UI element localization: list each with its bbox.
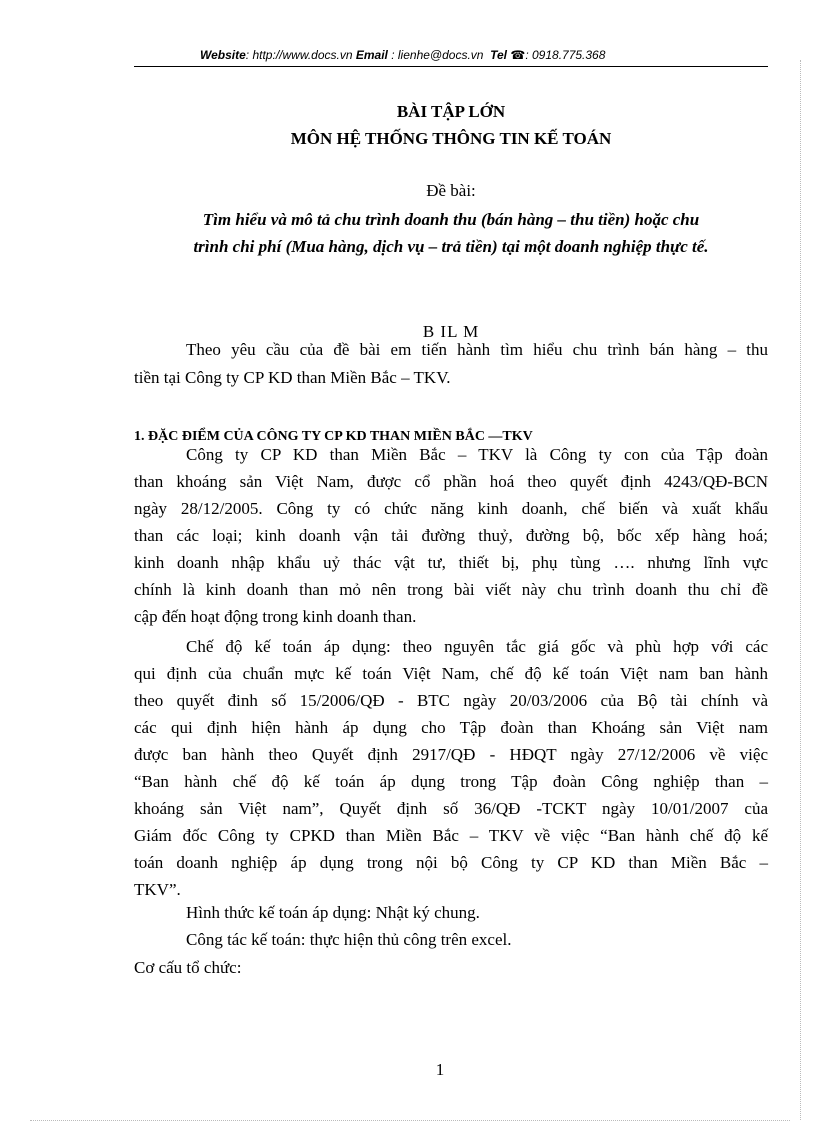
phone-icon: ☎: [510, 48, 526, 62]
paragraph-line: kinh doanh nhập khẩu uỷ thác vật tư, thiết bị, phụ tùng …. nhưng lĩnh vực: [134, 553, 768, 572]
website-value: : http://www.docs.vn: [245, 48, 353, 62]
accounting-form-line: Hình thức kế toán áp dụng: Nhật ký chung.: [186, 903, 480, 922]
page-border-right: [800, 60, 801, 1120]
document-title: BÀI TẬP LỚN: [396, 102, 506, 121]
paragraph-line: Giám đốc Công ty CPKD than Miền Bắc – TKV về việc “Ban hành chế độ kế: [134, 826, 768, 845]
paragraph-line: theo quyết đinh số 15/2006/QĐ - BTC ngày 20/03/2006 của Bộ tài chính và: [134, 691, 768, 710]
paragraph-line: Chế độ kế toán áp dụng: theo nguyên tắc giá gốc và phù hợp với các: [186, 637, 768, 656]
paragraph-line: Công ty CP KD than Miền Bắc – TKV là Công ty con của Tập đoàn: [186, 445, 768, 464]
email-label: Email: [355, 48, 388, 62]
paragraph-line: TKV”.: [134, 880, 181, 899]
paragraph-line: toán doanh nghiệp áp dụng trong nội bộ Công ty CP KD than Miền Bắc –: [134, 853, 768, 872]
org-structure-line: Cơ cấu tổ chức:: [134, 958, 242, 977]
website-label: Website: [200, 48, 246, 62]
page-number: 1: [435, 1060, 445, 1079]
paragraph-line: chính là kinh doanh than mỏ nên trong bài viết này chu trình doanh thu chỉ đề: [134, 580, 768, 599]
page-border-bottom: [30, 1120, 790, 1121]
page-header: [200, 48, 680, 62]
paragraph-line: được ban hành theo Quyết định 2917/QĐ - HĐQT ngày 27/12/2006 về việc: [134, 745, 768, 764]
paragraph-line: qui định của chuẩn mực kế toán Việt Nam, chế độ kế toán Việt nam ban hành: [134, 664, 768, 683]
paragraph-line: khoáng sản Việt nam”, Quyết định số 36/QĐ -TCKT ngày 10/01/2007 của: [134, 799, 768, 818]
intro-line: Theo yêu cầu của đề bài em tiến hành tìm hiểu chu trình bán hàng – thu: [186, 340, 768, 359]
paragraph-line: các qui định hiện hành áp dụng cho Tập đoàn than Khoáng sản Việt nam: [134, 718, 768, 737]
assignment-topic: [134, 206, 768, 260]
paragraph-line: ngày 28/12/2005. Công ty có chức năng kinh doanh, chế biến và xuất khẩu: [134, 499, 768, 518]
document-subtitle: MÔN HỆ THỐNG THÔNG TIN KẾ TOÁN: [290, 129, 612, 148]
section-label-bai-lam: B IL M: [422, 322, 480, 341]
paragraph-line: cập đến hoạt động trong kinh doanh than.: [134, 607, 417, 626]
email-value: : lienhe@docs.vn: [391, 48, 484, 62]
assignment-label: Đề bài:: [426, 181, 476, 200]
tel-label: Tel: [490, 48, 508, 62]
paragraph-line: than khoáng sản Việt Nam, được cổ phần hoá theo quyết định 4243/QĐ-BCN: [134, 472, 768, 491]
paragraph-line: than các loại; kinh doanh vận tải đường thuỷ, đường bộ, bốc xếp hàng hoá;: [134, 526, 768, 545]
section-heading: 1. ĐẶC ĐIỂM CỦA CÔNG TY CP KD THAN MIỀN BẮC —TKV: [134, 429, 533, 444]
accounting-work-line: Công tác kế toán: thực hiện thủ công trên excel.: [186, 930, 512, 949]
intro-line: tiền tại Công ty CP KD than Miền Bắc – TKV.: [134, 368, 451, 387]
topic-line: trình chi phí (Mua hàng, dịch vụ – trả tiền) tại một doanh nghiệp thực tế.: [193, 237, 709, 256]
tel-value: : 0918.775.368: [525, 48, 606, 62]
topic-line: Tìm hiểu và mô tả chu trình doanh thu (bán hàng – thu tiền) hoặc chu: [202, 210, 700, 229]
header-divider: [134, 66, 768, 67]
paragraph-line: “Ban hành chế độ kế toán áp dụng trong Tập đoàn Công nghiệp than –: [134, 772, 768, 791]
